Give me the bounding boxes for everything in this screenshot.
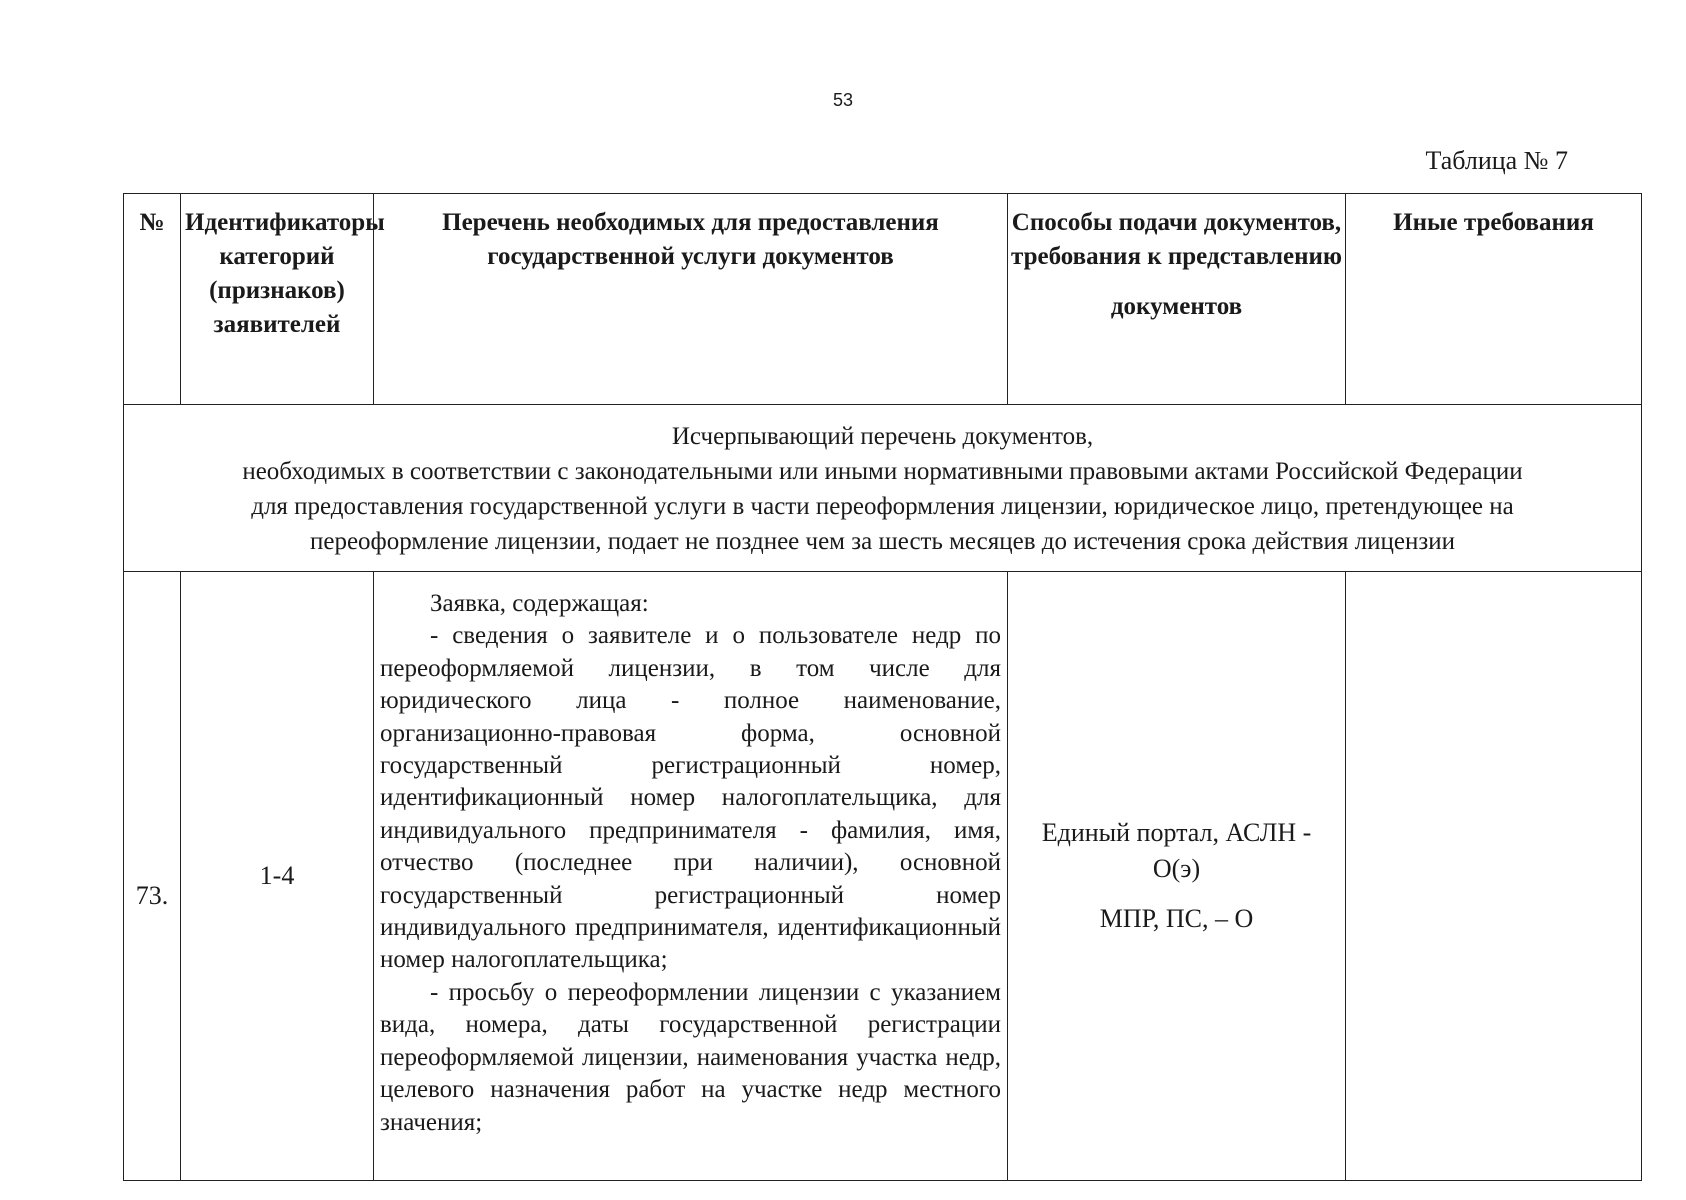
row-methods <box>1008 572 1346 1181</box>
section-row <box>124 405 1642 572</box>
row-identifiers: 1-4 <box>181 572 374 1181</box>
page-number: 53 <box>832 90 854 110</box>
table-row <box>124 572 1642 1181</box>
doc-title: Заявка, содержащая: <box>430 590 649 617</box>
table-caption: Таблица № 7 <box>1425 146 1568 175</box>
section-line-4: переоформление лицензии, подает не позднее чем за шесть месяцев до истечения срока действия лицензии <box>309 528 1456 555</box>
header-num: № <box>124 194 181 405</box>
section-heading <box>124 405 1642 572</box>
requirements-table <box>123 193 1642 1181</box>
section-line-2: необходимых в соответствии с законодательными или иными нормативными правовыми актами Российской Федерации <box>242 458 1523 485</box>
doc-item-1: - сведения о заявителе и о пользователе недр по переоформляемой лицензии, в том числе для юридического лица - полное наименование, организационно-правовая форма, основной государственный регистрационный номер, идентификационный номер налогоплательщика, для индивидуального предпринимателя - фамилия, имя, отчество (последнее при наличии), основной государственный регистрационный номер индивидуального предпринимателя, идентификационный номер налогоплательщика; <box>380 622 1001 974</box>
method-2: МПР, ПС, – О <box>1099 904 1254 933</box>
header-row <box>124 194 1642 405</box>
section-line-1: Исчерпывающий перечень документов, <box>671 423 1094 450</box>
header-methods-text: Способы подачи документов, требования к представлению <box>1011 209 1342 270</box>
header-other: Иные требования <box>1346 194 1642 405</box>
header-identifiers: Идентификаторы категорий (признаков) заявителей <box>181 194 374 405</box>
section-line-3: для предоставления государственной услуги в части переоформления лицензии, юридическое лицо, претендующее на <box>251 493 1514 520</box>
header-documents: Перечень необходимых для предоставления государственной услуги документов <box>374 194 1008 405</box>
header-methods <box>1008 194 1346 405</box>
doc-item-2: - просьбу о переоформлении лицензии с указанием вида, номера, даты государственной регистрации переоформляемой лицензии, наименования участка недр, целевого назначения работ на участке недр местного значения; <box>380 978 1001 1136</box>
row-number: 73. <box>124 572 181 1181</box>
row-other <box>1346 572 1642 1181</box>
row-documents <box>374 572 1008 1181</box>
header-methods-text-2: документов <box>1110 293 1243 320</box>
method-1: Единый портал, АСЛН - О(э) <box>1041 818 1312 883</box>
